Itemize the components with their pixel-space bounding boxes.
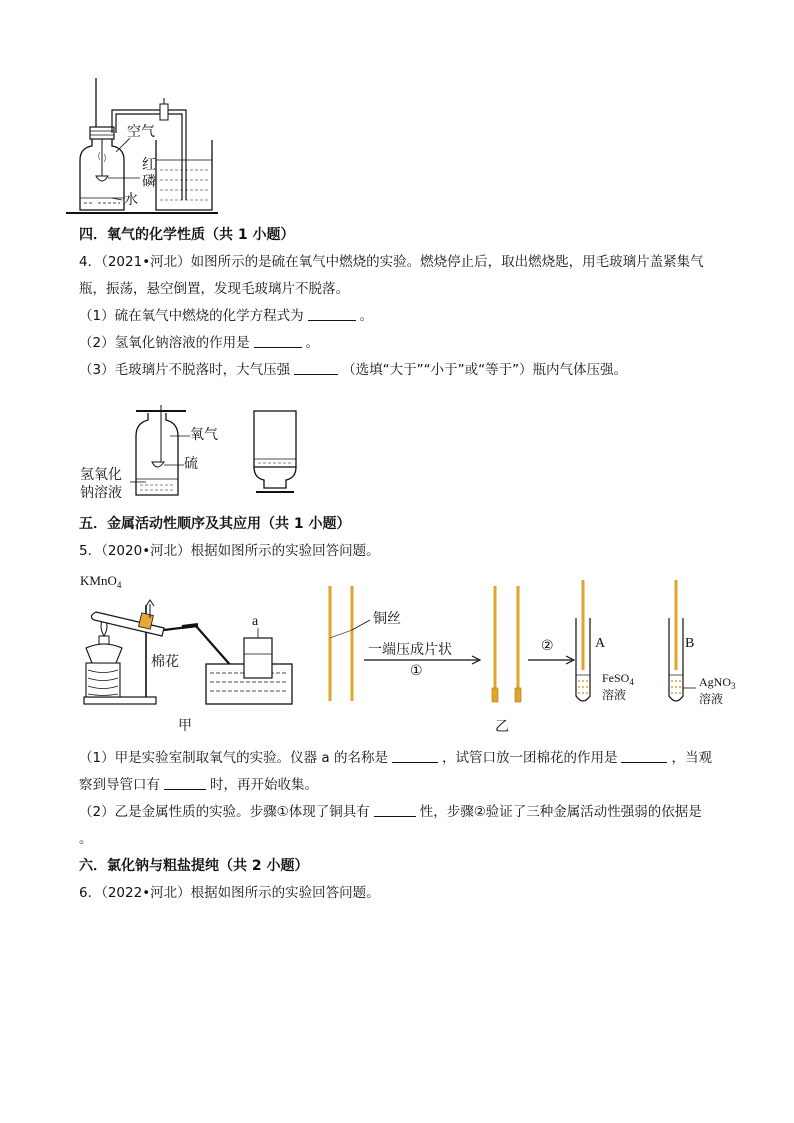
q4-p1-end: 。 bbox=[359, 308, 374, 324]
answer-blank-bubbles[interactable] bbox=[164, 775, 206, 790]
section-4-heading: 四．氧气的化学性质（共 1 小题） bbox=[79, 227, 295, 243]
label-copper-wire: 铜丝 bbox=[373, 611, 401, 627]
question-5-part-2-cont: 。 bbox=[79, 831, 93, 847]
section-5-heading: 五．金属活动性顺序及其应用（共 1 小题） bbox=[79, 516, 351, 532]
question-5-part-1-cont: 察到导管口有 时，再开始收集。 bbox=[79, 777, 318, 793]
q4-p3-end: （选填“大于”“小于”或“等于”）瓶内气体压强。 bbox=[342, 362, 628, 378]
label-cotton: 棉花 bbox=[151, 654, 179, 670]
label-agno3-solution: 溶液 bbox=[699, 692, 724, 706]
label-tube-a: A bbox=[595, 636, 606, 651]
label-naoh-line2: 钠溶液 bbox=[80, 485, 122, 501]
label-press-end: 一端压成片状 bbox=[368, 642, 452, 658]
answer-blank-cotton-role[interactable] bbox=[621, 748, 667, 763]
label-agno3: AgNO$_3$ bbox=[699, 675, 736, 691]
label-red: 红 bbox=[142, 157, 156, 173]
label-step-2: ② bbox=[541, 638, 554, 654]
label-yi: 乙 bbox=[495, 719, 509, 735]
label-kmno4: KMnO$_4$ bbox=[80, 573, 122, 590]
question-4-text: 4．（2021•河北）如图所示的是硫在氧气中燃烧的实验。燃烧停止后，取出燃烧匙，用毛玻璃片盖紧集气 bbox=[79, 254, 704, 270]
q4-p3-text: （3）毛玻璃片不脱落时，大气压强 bbox=[79, 362, 291, 378]
label-feso4: FeSO$_4$ bbox=[602, 671, 634, 687]
label-air: 空气 bbox=[127, 124, 155, 140]
section-6-heading: 六．氯化钠与粗盐提纯（共 2 小题） bbox=[79, 858, 309, 874]
question-4-text-cont: 瓶，振荡，悬空倒置，发现毛玻璃片不脱落。 bbox=[79, 281, 349, 297]
answer-blank-instrument-a[interactable] bbox=[392, 748, 438, 763]
label-sulfur: 硫 bbox=[184, 456, 198, 472]
label-jia: 甲 bbox=[178, 718, 192, 734]
question-6-text: 6．（2022•河北）根据如图所示的实验回答问题。 bbox=[79, 885, 380, 901]
label-oxygen: 氧气 bbox=[190, 427, 218, 443]
label-step-1: ① bbox=[410, 663, 423, 679]
label-instrument-a: a bbox=[252, 614, 259, 629]
question-5-part-2: （2）乙是金属性质的实验。步骤①体现了铜具有 性，步骤②验证了三种金属活动性强弱的依据是 bbox=[79, 804, 702, 820]
q4-p1-text: （1）硫在氧气中燃烧的化学方程式为 bbox=[79, 308, 304, 324]
question-5-part-1: （1）甲是实验室制取氧气的实验。仪器 a 的名称是 ，试管口放一团棉花的作用是 ，当观 bbox=[79, 750, 712, 766]
label-naoh-line1: 氢氧化 bbox=[80, 467, 122, 483]
label-water: 水 bbox=[124, 192, 138, 208]
label-feso4-solution: 溶液 bbox=[602, 688, 627, 702]
label-phosphorus: 磷 bbox=[142, 174, 156, 190]
label-tube-b: B bbox=[685, 636, 695, 651]
q4-p2-text: （2）氢氧化钠溶液的作用是 bbox=[79, 335, 250, 351]
answer-blank-copper-property[interactable] bbox=[374, 802, 416, 817]
question-5-text: 5．（2020•河北）根据如图所示的实验回答问题。 bbox=[79, 543, 380, 559]
q4-p2-end: 。 bbox=[305, 335, 320, 351]
